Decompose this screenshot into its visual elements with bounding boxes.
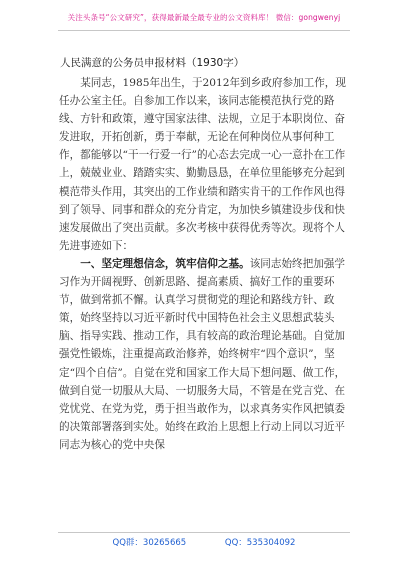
section-1-text: 该同志始终把加强学习作为开阔视野、创新思路、提高素质、搞好工作的重要环节，做到常抓不懈。认真学习贯彻党的理论和路线方针、政策，始终坚持以习近平新时代中国特色社会主义思想武装头脑、指导实践、推动工作，具有较高的政治理论基础。自觉加强党性锻炼，注重提高政治修养，始终树牢“四个意识”，坚定“四个自信”。自觉在党和国家工作大局下想问题、做工作，做到自觉一切服从大局、一切服务大局，不管是在党言党、在党忧党、在党为党，勇于担当敢作为，以求真务实作风把镇委的决策部署落到实处。始终在政治上思想上行动上同以习近平同志为核心的党中央保 [59, 257, 346, 451]
header-banner: 关注头条号“公文研究”，获得最新最全最专业的公文资料库！ 微信：gongwenyj [67, 13, 341, 22]
intro-paragraph: 某同志，1985年出生，于2012年到乡政府参加工作，现任办公室主任。自参加工作以来，该同志能模范执行党的路线、方针和政策，遵守国家法律、法规，立足于本职岗位、奋发进取，开拓创新，勇于奉献，无论在何种岗位从事何种工作，都能够以“干一行爱一行”的心态去完成一心一意扑在工作上，兢兢业业、踏踏实实、勤勤恳恳，在单位里能够充分起到模范带头作用，其突出的工作业绩和踏实肯干的工作作风也得到了领导、同事和群众的充分肯定，为加快乡镇建设步伐和快速发展做出了突出贡献。多次考核中获得优秀等次。现将个人先进事迹如下： [59, 77, 346, 252]
document-title: 人民满意的公务员申报材料（1930字） [60, 57, 245, 69]
footer-qq: QQ：535304092 [224, 538, 296, 548]
document-body [59, 74, 347, 454]
footer-qq-group: QQ群：30265665 [112, 538, 187, 548]
section-1-paragraph [59, 255, 347, 454]
section-1-heading: 一、坚定理想信念，筑牢信仰之基。 [80, 257, 250, 270]
header-divider [58, 30, 350, 31]
footer [0, 536, 408, 548]
footer-divider [58, 532, 350, 533]
